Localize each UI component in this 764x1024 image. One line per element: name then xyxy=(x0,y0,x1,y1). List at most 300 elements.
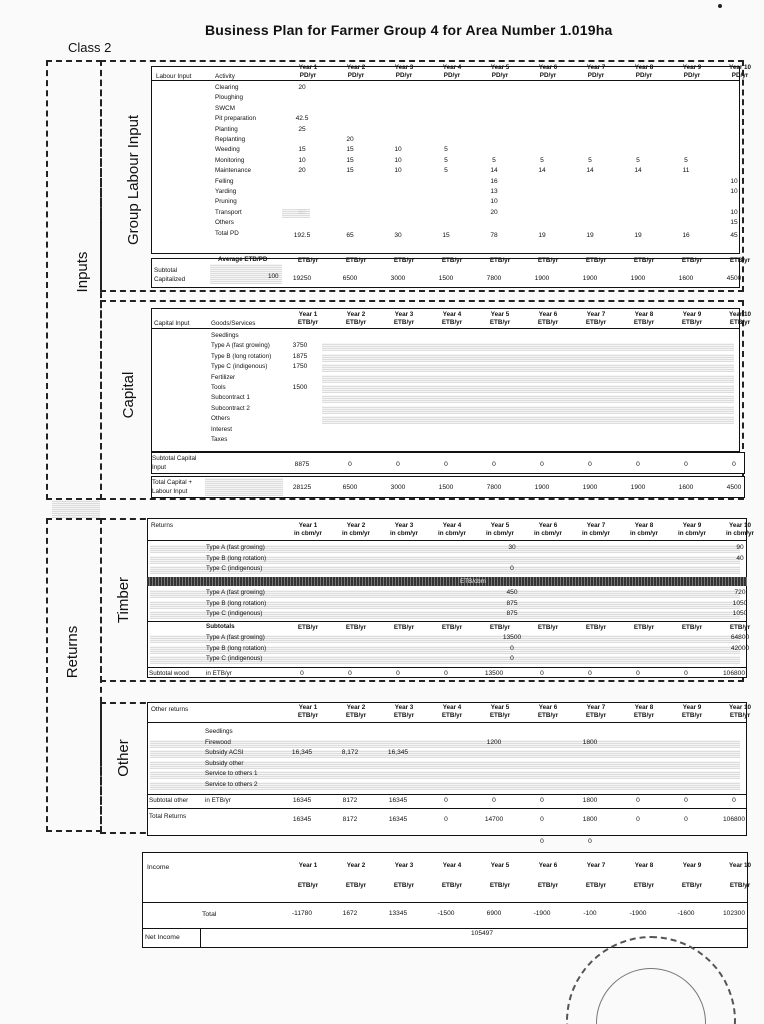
other-year-header: Year 4 xyxy=(442,704,462,711)
capital-header-rule xyxy=(151,328,740,329)
labour-subtotal-cell: 1900 xyxy=(534,275,550,282)
labour-cell: 5 xyxy=(444,167,448,175)
labour-year-header: Year 7 xyxy=(586,64,606,71)
income-total-label: Total xyxy=(202,911,217,918)
other-total-cell: 0 xyxy=(636,816,640,823)
income-rule xyxy=(142,902,748,903)
timber-year-header: Year 1 xyxy=(298,522,318,529)
capital-section-label: Capital xyxy=(120,371,137,419)
labour-cell: 10 xyxy=(394,156,402,164)
capital-subtotal-cell: 0 xyxy=(396,461,400,468)
below-cell: 0 xyxy=(588,838,592,845)
capital-item: Tools xyxy=(211,384,226,391)
timber-etb-header: ETB/yr xyxy=(489,624,511,631)
capital-year-header: Year 3 xyxy=(394,311,414,318)
capital-year-header: Year 5 xyxy=(490,311,510,318)
labour-cell: 20 xyxy=(298,84,306,91)
labour-year-header: Year 5 xyxy=(490,64,510,71)
timber-vol-type: Type A (fast growing) xyxy=(206,544,265,551)
labour-cell: 15 xyxy=(346,156,354,164)
capital-cell: 3750 xyxy=(292,342,308,350)
capital-shade xyxy=(322,375,734,383)
timber-subtotal-cell: 0 xyxy=(300,670,304,677)
other-year-header: Year 6 xyxy=(538,704,558,711)
timber-unit-header: in cbm/yr xyxy=(438,530,466,537)
timber-vol-y10: 90 xyxy=(736,544,744,551)
other-year-header: Year 9 xyxy=(682,704,702,711)
timber-vol-y5: 0 xyxy=(510,565,514,572)
labour-unit-header: PD/yr xyxy=(443,72,461,79)
timber-vol-type: Type C (indigenous) xyxy=(206,565,263,572)
labour-cell: 5 xyxy=(540,156,544,164)
capital-item: Others xyxy=(211,415,230,423)
capital-total-cell: 1600 xyxy=(678,484,694,491)
capital-shade xyxy=(322,395,734,403)
labour-activity: Ploughing xyxy=(215,94,244,102)
timber-subtotal-cell: 0 xyxy=(348,670,352,677)
other-subtotal-cell: 0 xyxy=(684,797,688,804)
income-total-cell: 102300 xyxy=(722,910,745,917)
timber-val-type: Type A (fast growing) xyxy=(206,634,265,641)
labour-cell: 11 xyxy=(682,167,690,175)
capital-shade xyxy=(322,343,734,351)
income-year-header: Year 10 xyxy=(728,862,752,869)
timber-price-type: Type C (indigenous) xyxy=(206,610,263,617)
capital-total-cell: 1500 xyxy=(438,484,454,491)
labour-cell: 15 xyxy=(730,219,738,227)
labour-cell: 10 xyxy=(490,198,498,206)
capital-year-header: Year 10 xyxy=(728,311,752,318)
capital-unit-header: ETB/yr xyxy=(585,319,607,326)
income-year-header: Year 2 xyxy=(346,862,366,869)
labour-cell: 5 xyxy=(684,156,688,164)
labour-cell: 78 xyxy=(490,231,498,239)
timber-vol-y10: 40 xyxy=(736,554,744,562)
timber-unit-header: in cbm/yr xyxy=(486,530,514,537)
other-item: Subsidy ACSI xyxy=(205,749,244,757)
income-unit-header: ETB/yr xyxy=(633,882,655,889)
labour-cell: 192.5 xyxy=(293,231,311,239)
labour-cell: 19 xyxy=(634,231,642,239)
timber-etb-header: ETB/yr xyxy=(441,624,463,631)
other-subtotal-label: Subtotal other xyxy=(149,797,189,804)
income-year-header: Year 5 xyxy=(490,862,510,869)
labour-cell: 14 xyxy=(490,167,498,175)
labour-subtotal-cell: 1500 xyxy=(438,275,454,282)
labour-cell: 10 xyxy=(394,167,402,175)
labour-col-b: Activity xyxy=(215,73,235,80)
income-unit-header: ETB/yr xyxy=(297,882,319,889)
other-subtotal-cell: 8172 xyxy=(342,797,358,804)
labour-cell: 5 xyxy=(492,156,496,164)
timber-val-type: Type C (indigenous) xyxy=(206,655,263,662)
capital-total-label: Total Capital + Labour Input xyxy=(152,479,193,495)
capital-total-cell: 1900 xyxy=(582,484,598,491)
labour-activity: Pruning xyxy=(215,198,237,206)
net-income-value: 105497 xyxy=(470,930,493,937)
other-year-header: Year 5 xyxy=(490,704,510,711)
labour-cell: 14 xyxy=(586,167,594,175)
capital-unit-header: ETB/yr xyxy=(393,319,415,326)
income-year-header: Year 6 xyxy=(538,862,558,869)
capital-subtotal-cell: 0 xyxy=(732,461,736,468)
avg-value: 100 xyxy=(268,273,279,280)
labour-cell: 20 xyxy=(298,167,306,175)
capital-col-b: Goods/Services xyxy=(211,320,256,327)
other-year-header: Year 1 xyxy=(298,704,318,711)
other-subtotal-cell: 0 xyxy=(636,797,640,804)
labour-cell: 15 xyxy=(346,146,354,154)
capital-unit-header: ETB/yr xyxy=(489,319,511,326)
other-unit-header: ETB/yr xyxy=(681,712,703,719)
labour-header-rule xyxy=(151,80,740,81)
timber-subtotal-cell: 0 xyxy=(444,670,448,677)
labour-cell: 19 xyxy=(538,231,546,239)
timber-unit-header: in cbm/yr xyxy=(582,530,610,537)
timber-price-y10: 1050 xyxy=(732,599,748,607)
labour-unit-header: PD/yr xyxy=(635,72,653,79)
other-year-header: Year 8 xyxy=(634,704,654,711)
labour-unit-header: PD/yr xyxy=(539,72,557,79)
timber-etb-header: ETB/yr xyxy=(681,624,703,631)
labour-subtotal-cell: 1600 xyxy=(678,275,694,282)
other-total-cell: 0 xyxy=(684,816,688,823)
timber-price-y5: 875 xyxy=(506,599,518,607)
other-item: Service to others 1 xyxy=(205,770,258,778)
timber-sub-rule xyxy=(147,621,747,622)
capital-subtotal-cell: 0 xyxy=(348,461,352,468)
capital-subtotal-label: Subtotal Capital Input xyxy=(152,455,197,471)
labour-subtotal-cell: 19250 xyxy=(292,275,312,282)
capital-subtotal-cell: 0 xyxy=(588,461,592,468)
capital-item: Seedlings xyxy=(211,332,239,339)
other-subtotal-cell: 16345 xyxy=(388,797,408,804)
other-total-rule xyxy=(147,808,747,809)
capital-subtotal-cell: 0 xyxy=(636,461,640,468)
labour-subtotal-cell: 4500 xyxy=(726,275,742,282)
other-item: Firewood xyxy=(205,738,231,746)
timber-subtotal-label: Subtotal wood xyxy=(149,670,189,677)
labour-activity: Yarding xyxy=(215,188,237,195)
timber-subtotal-rule xyxy=(147,667,747,668)
income-unit-header: ETB/yr xyxy=(393,882,415,889)
other-total-cell: 16345 xyxy=(388,816,408,823)
capital-unit-header: ETB/yr xyxy=(729,319,751,326)
labour-year-header: Year 1 xyxy=(298,64,318,71)
other-unit-header: ETB/yr xyxy=(345,712,367,719)
labour-cell: 15 xyxy=(346,167,354,175)
income-total-cell: -1500 xyxy=(437,910,455,917)
labour-subtotal-cell: 6500 xyxy=(342,275,358,282)
timber-val-type: Type B (long rotation) xyxy=(206,644,267,652)
timber-subtotal-cell: 0 xyxy=(684,670,688,677)
other-year-header: Year 7 xyxy=(586,704,606,711)
income-total-cell: -1900 xyxy=(629,910,647,917)
income-unit-header: ETB/yr xyxy=(537,882,559,889)
labour-cell: 5 xyxy=(444,156,448,164)
net-income-label: Net Income xyxy=(145,934,180,941)
labour-cell: 5 xyxy=(636,156,640,164)
income-label: Income xyxy=(147,864,170,871)
labour-cell: 16 xyxy=(490,177,498,185)
labour-cell: 42.5 xyxy=(295,115,309,123)
capital-year-header: Year 7 xyxy=(586,311,606,318)
capital-shade xyxy=(322,354,734,362)
other-subtotal-cell: 0 xyxy=(492,797,496,804)
capital-item: Subcontract 2 xyxy=(211,404,250,412)
other-year-header: Year 3 xyxy=(394,704,414,711)
timber-year-header: Year 3 xyxy=(394,522,414,529)
labour-activity: Replanting xyxy=(215,136,246,143)
labour-unit-header: PD/yr xyxy=(731,72,749,79)
other-unit-header: ETB/yr xyxy=(537,712,559,719)
labour-etb-header: ETB/yr xyxy=(585,257,607,264)
capital-cell: 1750 xyxy=(292,363,308,371)
labour-unit-header: PD/yr xyxy=(587,72,605,79)
labour-cell: 30 xyxy=(394,231,402,239)
capital-total-cell: 28125 xyxy=(292,484,312,491)
timber-unit-header: in cbm/yr xyxy=(534,530,562,537)
other-cell: 16,345 xyxy=(291,749,313,757)
timber-subtotal-cell: 106800 xyxy=(722,670,745,677)
other-cell: 1800 xyxy=(582,738,598,746)
labour-cell: 5 xyxy=(444,146,448,154)
timber-subtotal-unit: in ETB/yr xyxy=(206,670,232,677)
labour-unit-header: PD/yr xyxy=(491,72,509,79)
timber-unit-header: in cbm/yr xyxy=(294,530,322,537)
labour-cell: 16 xyxy=(682,231,690,239)
capital-year-header: Year 4 xyxy=(442,311,462,318)
other-col-a: Other returns xyxy=(151,706,189,713)
other-total-cell: 0 xyxy=(444,816,448,823)
capital-year-header: Year 2 xyxy=(346,311,366,318)
labour-activity: Transport xyxy=(215,208,242,216)
income-total-cell: 1672 xyxy=(342,910,358,917)
capital-shade xyxy=(322,364,734,372)
labour-year-header: Year 10 xyxy=(728,64,752,71)
labour-cell: 15 xyxy=(442,231,450,239)
income-unit-header: ETB/yr xyxy=(729,882,751,889)
timber-price-y10: 1050 xyxy=(732,610,748,617)
labour-cell: 10 xyxy=(394,146,402,154)
timber-etb-header: ETB/yr xyxy=(393,624,415,631)
capital-cell: 1500 xyxy=(292,384,308,391)
income-unit-header: ETB/yr xyxy=(345,882,367,889)
labour-year-header: Year 8 xyxy=(634,64,654,71)
timber-unit-header: in cbm/yr xyxy=(630,530,658,537)
other-total-cell: 16345 xyxy=(292,816,312,823)
labour-year-header: Year 2 xyxy=(346,64,366,71)
other-year-header: Year 10 xyxy=(728,704,752,711)
income-total-cell: 13345 xyxy=(388,910,408,917)
labour-activity: Clearing xyxy=(215,84,239,91)
labour-subtotal-cell: 1900 xyxy=(630,275,646,282)
other-unit-header: ETB/yr xyxy=(729,712,751,719)
timber-header-rule xyxy=(147,540,747,541)
timber-vol-y5: 30 xyxy=(508,544,516,551)
labour-col-a: Labour Input xyxy=(156,73,192,80)
capital-total-shade xyxy=(205,478,283,496)
other-unit-header: ETB/yr xyxy=(297,712,319,719)
timber-subtotal-cell: 0 xyxy=(636,670,640,677)
labour-cell: 45 xyxy=(730,231,738,239)
timber-unit-header: in cbm/yr xyxy=(342,530,370,537)
capital-total-cell: 6500 xyxy=(342,484,358,491)
timber-subtotal-cell: 0 xyxy=(540,670,544,677)
capital-subtotal-cell: 0 xyxy=(444,461,448,468)
timber-val-y5: 13500 xyxy=(502,634,522,641)
income-unit-header: ETB/yr xyxy=(441,882,463,889)
labour-cell: 14 xyxy=(538,167,546,175)
class-label: Class 2 xyxy=(68,40,112,55)
timber-subtotals-label: Subtotals xyxy=(206,623,235,630)
other-total-label: Total Returns xyxy=(149,813,187,820)
timber-etb-header: ETB/yr xyxy=(633,624,655,631)
labour-cell: 10 xyxy=(730,188,738,195)
capital-total-cell: 1900 xyxy=(630,484,646,491)
timber-year-header: Year 10 xyxy=(728,522,752,529)
capital-unit-header: ETB/yr xyxy=(681,319,703,326)
timber-year-header: Year 5 xyxy=(490,522,510,529)
capital-shade xyxy=(322,385,734,393)
labour-activity: Monitoring xyxy=(215,156,245,164)
other-item: Service to others 2 xyxy=(205,781,258,788)
timber-val-y10: 42000 xyxy=(730,644,750,652)
labour-activity: Felling xyxy=(215,177,234,185)
capital-unit-header: ETB/yr xyxy=(345,319,367,326)
separator-strip xyxy=(52,500,100,518)
labour-unit-header: PD/yr xyxy=(299,72,317,79)
labour-etb-header: ETB/yr xyxy=(633,257,655,264)
labour-cell: 5 xyxy=(588,156,592,164)
timber-price-y5: 450 xyxy=(506,589,518,596)
labour-subtotal-cell: 3000 xyxy=(390,275,406,282)
income-unit-header: ETB/yr xyxy=(585,882,607,889)
capital-year-header: Year 1 xyxy=(298,311,318,318)
timber-unit-header: in cbm/yr xyxy=(726,530,754,537)
labour-cell: 10 xyxy=(730,208,738,216)
other-total-cell: 8172 xyxy=(342,816,358,823)
capital-subtotal-cell: 0 xyxy=(684,461,688,468)
capital-year-header: Year 6 xyxy=(538,311,558,318)
income-year-header: Year 8 xyxy=(634,862,654,869)
income-total-cell: -100 xyxy=(583,910,597,917)
labour-year-header: Year 6 xyxy=(538,64,558,71)
timber-section-label: Timber xyxy=(115,576,132,624)
labour-year-header: Year 3 xyxy=(394,64,414,71)
capital-shade xyxy=(322,406,734,414)
timber-price-type: Type B (long rotation) xyxy=(206,599,267,607)
timber-price-type: Type A (fast growing) xyxy=(206,589,265,596)
timber-col-a: Returns xyxy=(151,522,174,529)
income-total-cell: -1900 xyxy=(533,910,551,917)
labour-activity: Planting xyxy=(215,125,238,133)
page-title: Business Plan for Farmer Group 4 for Area Number 1.019ha xyxy=(205,22,613,38)
capital-subtotal-cell: 8875 xyxy=(294,461,310,468)
inputs-label: Inputs xyxy=(74,251,91,293)
timber-etb-header: ETB/yr xyxy=(585,624,607,631)
income-total-cell: -11780 xyxy=(291,910,313,917)
capital-cell: 1875 xyxy=(292,352,308,360)
other-section-label: Other xyxy=(115,739,132,777)
timber-price-bar xyxy=(147,577,747,586)
labour-etb-header: ETB/yr xyxy=(489,257,511,264)
labour-activity: Others xyxy=(215,219,234,227)
other-item: Seedlings xyxy=(205,728,233,735)
labour-unit-header: PD/yr xyxy=(347,72,365,79)
income-year-header: Year 3 xyxy=(394,862,414,869)
capital-unit-header: ETB/yr xyxy=(441,319,463,326)
timber-vol-type: Type B (long rotation) xyxy=(206,554,267,562)
capital-unit-header: ETB/yr xyxy=(297,319,319,326)
other-item: Subsidy other xyxy=(205,759,244,767)
capital-year-header: Year 9 xyxy=(682,311,702,318)
labour-activity: Weeding xyxy=(215,146,240,154)
other-total-cell: 0 xyxy=(540,816,544,823)
timber-year-header: Year 2 xyxy=(346,522,366,529)
income-net-divider xyxy=(200,928,201,948)
capital-item: Fertilizer xyxy=(211,373,236,381)
other-total-cell: 106800 xyxy=(722,816,745,823)
timber-val-y5: 0 xyxy=(510,655,514,662)
timber-price-header: ETB/cbm xyxy=(460,578,486,585)
capital-item: Type A (fast growing) xyxy=(211,342,270,350)
other-header-rule xyxy=(147,722,747,723)
capital-item: Taxes xyxy=(211,436,228,443)
capital-total-cell: 7800 xyxy=(486,484,502,491)
other-year-header: Year 2 xyxy=(346,704,366,711)
capital-total-cell: 1900 xyxy=(534,484,550,491)
labour-etb-header: ETB/yr xyxy=(441,257,463,264)
timber-val-y10: 64800 xyxy=(730,634,750,641)
other-unit-header: ETB/yr xyxy=(633,712,655,719)
income-total-cell: -1600 xyxy=(677,910,695,917)
income-unit-header: ETB/yr xyxy=(681,882,703,889)
labour-cell: 20 xyxy=(346,136,354,143)
timber-year-header: Year 6 xyxy=(538,522,558,529)
transport-shade xyxy=(282,209,310,218)
timber-subtotal-cell: 0 xyxy=(396,670,400,677)
timber-etb-header: ETB/yr xyxy=(537,624,559,631)
income-unit-header: ETB/yr xyxy=(489,882,511,889)
capital-total-cell: 3000 xyxy=(390,484,406,491)
labour-subtotal-cell: 1900 xyxy=(582,275,598,282)
capital-shade xyxy=(322,416,734,424)
timber-etb-header: ETB/yr xyxy=(729,624,751,631)
timber-table xyxy=(147,518,747,678)
income-year-header: Year 1 xyxy=(298,862,318,869)
other-subtotal-cell: 0 xyxy=(732,797,736,804)
labour-cell: 19 xyxy=(586,231,594,239)
labour-year-header: Year 9 xyxy=(682,64,702,71)
other-cell: 16,345 xyxy=(387,749,409,757)
labour-cell: 10 xyxy=(298,156,306,164)
timber-year-header: Year 8 xyxy=(634,522,654,529)
labour-etb-header: ETB/yr xyxy=(345,257,367,264)
other-subtotal-cell: 0 xyxy=(444,797,448,804)
timber-price-y10: 720 xyxy=(734,589,746,596)
timber-etb-header: ETB/yr xyxy=(345,624,367,631)
other-unit-header: ETB/yr xyxy=(393,712,415,719)
other-subtotal-unit: in ETB/yr xyxy=(205,797,231,804)
labour-activity: SWCM xyxy=(215,104,235,112)
timber-year-header: Year 4 xyxy=(442,522,462,529)
labour-subtotal-cell: 7800 xyxy=(486,275,502,282)
ink-dot xyxy=(718,4,722,8)
other-cell: 8,172 xyxy=(341,749,359,757)
labour-cell: 65 xyxy=(346,231,354,239)
timber-year-header: Year 9 xyxy=(682,522,702,529)
